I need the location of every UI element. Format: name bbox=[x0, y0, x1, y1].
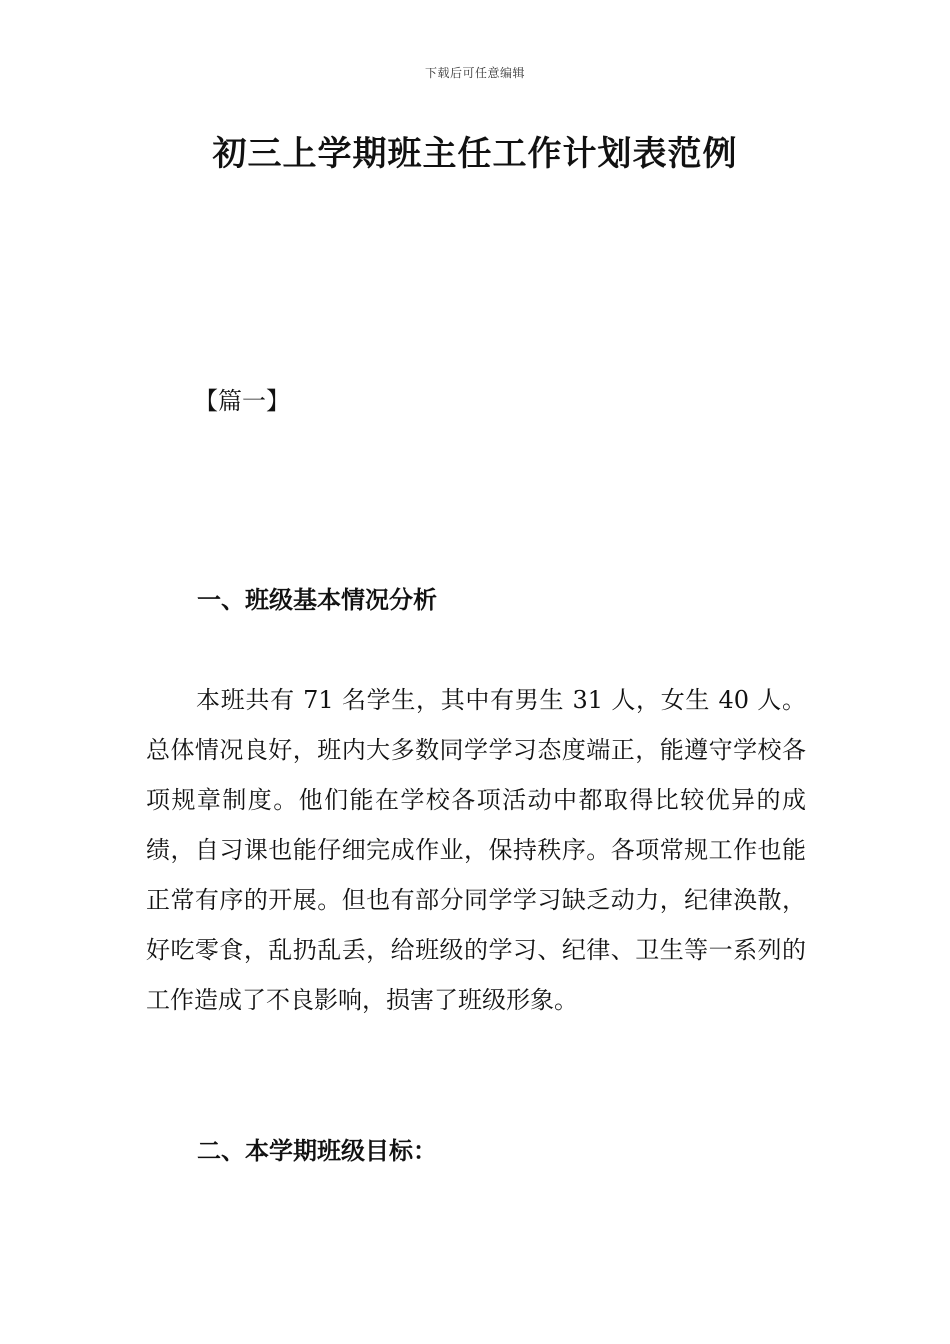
header-note: 下载后可任意编辑 bbox=[424, 66, 525, 80]
section-heading-semester-goals: 二、本学期班级目标： bbox=[197, 1136, 437, 1165]
section-marker: 【篇一】 bbox=[194, 387, 290, 415]
section-heading-class-analysis: 一、班级基本情况分析 bbox=[197, 585, 437, 614]
document-title: 初三上学期班主任工作计划表范例 bbox=[212, 134, 738, 174]
class-analysis-paragraph: 本班共有 71 名学生，其中有男生 31 人，女生 40 人。总体情况良好，班内大多数同学学习态度端正，能遵守学校各项规章制度。他们能在学校各项活动中都取得比较优异的成绩，自习课也能仔细完成作业，保持秩序。各项常规工作也能正常有序的开展。但也有部分同学学习缺乏动力，纪律涣散，好吃零食，乱扔乱丢，给班级的学习、纪律、卫生等一系列的工作造成了不良影响，损害了班级形象。 bbox=[146, 686, 806, 1014]
